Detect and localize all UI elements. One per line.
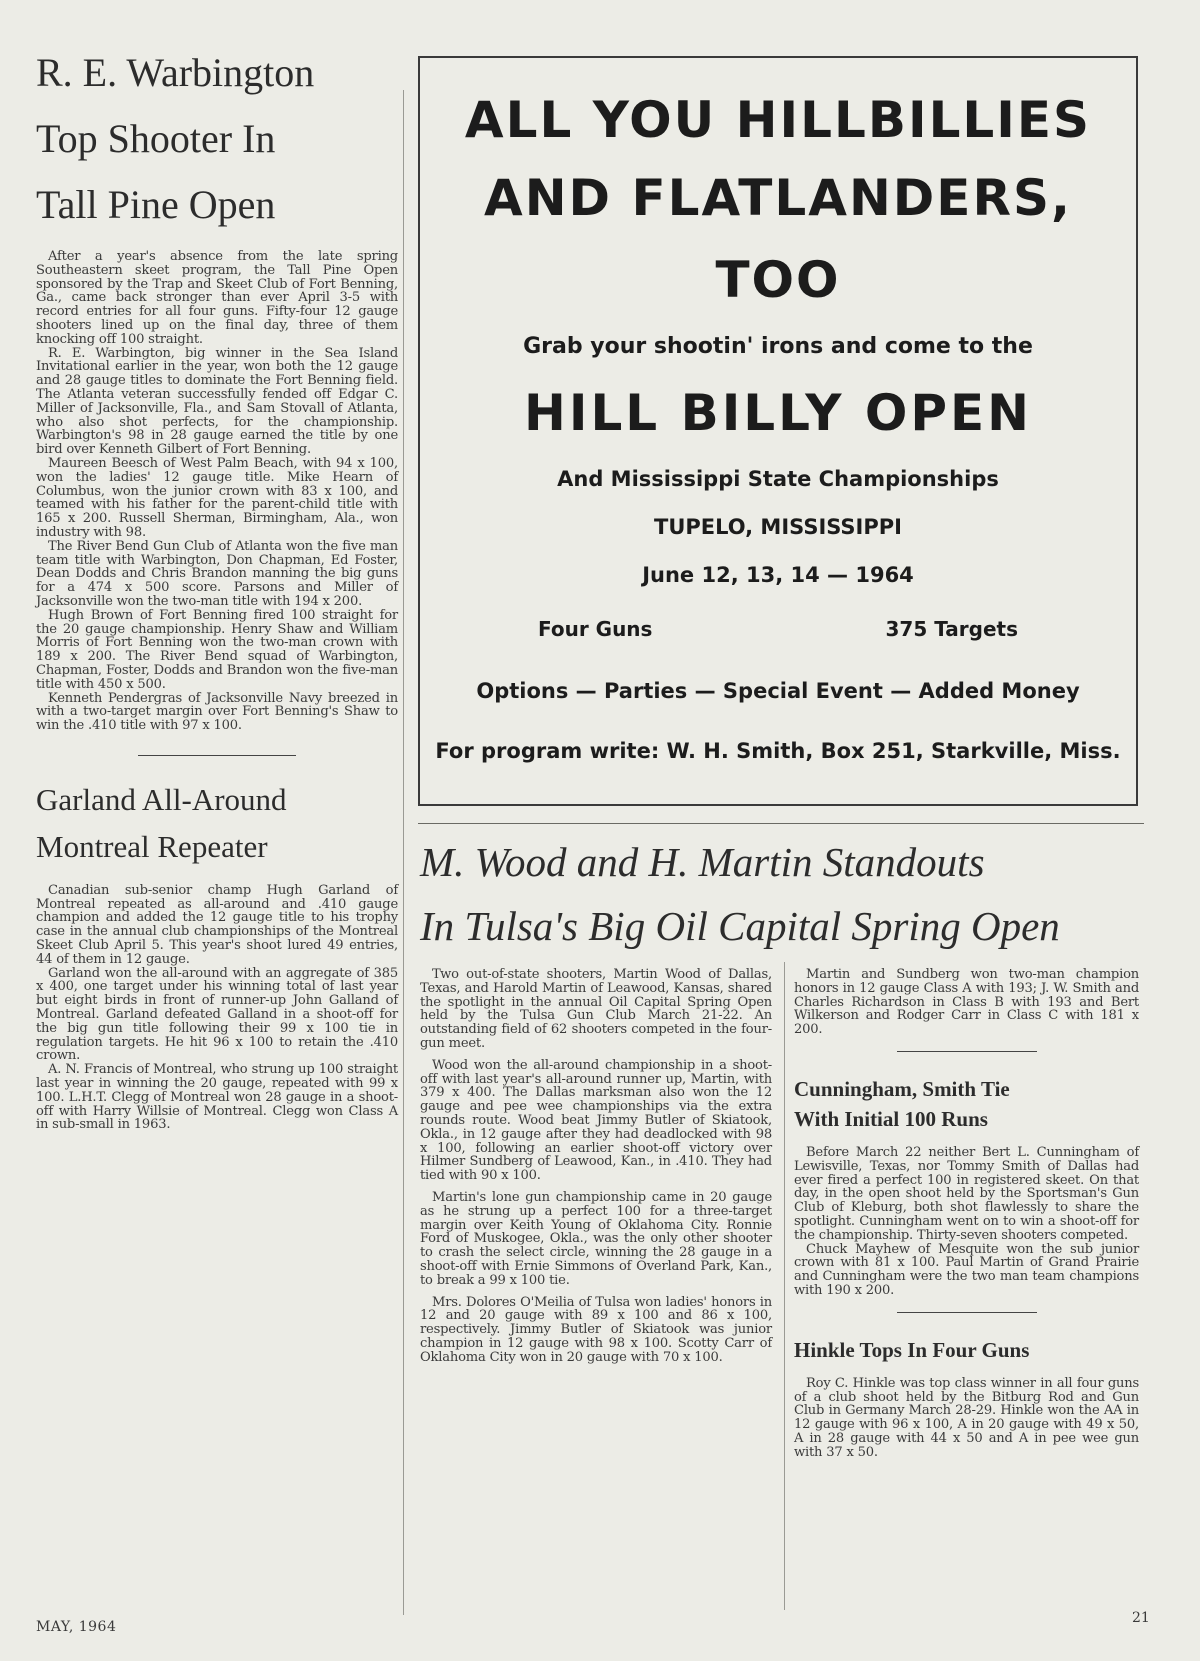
paragraph: A. N. Francis of Montreal, who strung up 100 straight last year in winning the 20 gauge, repeated with 99 x 100. L.H.T. Clegg of Montreal won 28 gauge in a shoot-off with Harry Willsie of Montreal. Clegg won Class A in sub-small in 1963.	[36, 1062, 398, 1133]
issue-date: MAY, 1964	[36, 1619, 117, 1635]
ad-guns: Four Guns	[538, 617, 653, 641]
paragraph: Martin's lone gun championship came in 20 gauge as he strung up a perfect 100 for a three-target margin over Keith Young of Oklahoma City. Ronnie Ford of Muskogee, Okla., was the only other shooter to crash the select circle, winning the 28 gauge in a shoot-off with Ernie Simmons of Overland Park, Kan., to break a 99 x 100 tie.	[420, 1189, 772, 1288]
paragraph: Martin and Sundberg won two-man champion honors in 12 gauge Class A with 193; J. W. Smith and Charles Richardson in Class B with 193 and Bert Wilkerson and Rodger Carr in Class C with 181 x 200.	[794, 967, 1139, 1038]
ad-headline: AND FLATLANDERS,	[484, 169, 1072, 227]
story-tulsa-continued	[794, 968, 1139, 1037]
paragraph: Roy C. Hinkle was top class winner in all four guns of a club shoot held by the Bitburg Rod and Gun Club in Germany March 28-29. Hinkle won the AA in 12 gauge with 96 x 100, A in 20 gauge with 49 x 50, A in 28 gauge with 44 x 50 and A in pee wee gun with 37 x 50.	[794, 1375, 1139, 1460]
section-divider	[897, 1051, 1037, 1052]
ad-tagline: Grab your shootin' irons and come to the	[523, 334, 1033, 359]
story-garland	[36, 884, 398, 1132]
headline-line: Montreal Repeater	[36, 828, 268, 864]
paragraph: Mrs. Dolores O'Meilia of Tulsa won ladies' honors in 12 and 20 gauge with 89 x 100 and 86 x 100, respectively. Jimmy Butler of Skiatook was junior champion in 12 gauge with 98 x 100. Scotty Carr of Oklahoma City won in 20 gauge with 70 x 100.	[420, 1294, 772, 1365]
paragraph: Chuck Mayhew of Mesquite won the sub junior crown with 81 x 100. Paul Martin of Grand Prairie and Cunningham were the two man team champions with 190 x 200.	[794, 1241, 1139, 1298]
ad-headline: ALL YOU HILLBILLIES	[464, 91, 1092, 149]
ad-headline: TOO	[715, 251, 841, 309]
column-rule	[784, 962, 785, 1610]
headline-hinkle: Hinkle Tops In Four Guns	[794, 1337, 1030, 1362]
headline-garland	[36, 776, 398, 870]
headline-warbington	[36, 40, 398, 238]
tulsa-story	[420, 968, 772, 1365]
paragraph: Kenneth Pendergras of Jacksonville Navy breezed in with a two-target margin over Fort Benning's Shaw to win the .410 title with 97 x 100.	[36, 690, 398, 734]
headline-line: Garland All-Around	[36, 781, 287, 817]
page-number: 21	[1132, 1610, 1150, 1626]
ad-event-name: HILL BILLY OPEN	[524, 384, 1032, 442]
paragraph: Hugh Brown of Fort Benning fired 100 straight for the 20 gauge championship. Henry Shaw and William Morris of Fort Benning won the two-man crown with 189 x 200. The River Bend squad of Warbington, Chapman, Foster, Dodds and Brandon won the five-man title with 450 x 500.	[36, 607, 398, 692]
headline-line: Top Shooter In	[36, 116, 276, 161]
ad-details-row	[538, 617, 1018, 641]
paragraph: After a year's absence from the late spring Southeastern skeet program, the Tall Pine Open sponsored by the Trap and Skeet Club of Fort Benning, Ga., came back stronger than ever April 3-5 with record entries for all four guns. Fifty-four 12 gauge shooters lined up on the final day, three of them knocking off 100 straight.	[36, 249, 398, 347]
hill-billy-open-ad	[418, 56, 1138, 806]
ad-targets: 375 Targets	[885, 617, 1018, 641]
paragraph: Garland won the all-around with an aggregate of 385 x 400, one target under his winning total of last year but eight birds in front of runner-up John Galland of Montreal. Garland defeated Galland in a shoot-off for the big gun title following their 99 x 100 tie in regulation targets. He hit 96 x 100 to retain the .410 crown.	[36, 965, 398, 1064]
story-cunningham	[794, 1146, 1139, 1298]
headline-line: M. Wood and H. Martin Standouts	[420, 839, 985, 885]
ad-options: Options — Parties — Special Event — Added Money	[476, 679, 1080, 703]
headline-line: Tall Pine Open	[36, 182, 276, 227]
ad-subtitle: And Mississippi State Championships	[557, 467, 999, 491]
paragraph: Wood won the all-around championship in a shoot-off with last year's all-around runner up, Martin, with 379 x 400. The Dallas marksman also won the 12 gauge and pee wee championships via the extra rounds route. Wood beat Jimmy Butler of Skiatook, Okla., in 12 gauge after they had deadlocked with 98 x 100, following an earlier shoot-off victory over Hilmer Sundberg of Leawood, Kan., in .410. They had tied with 90 x 100.	[420, 1057, 772, 1184]
paragraph: Maureen Beesch of West Palm Beach, with 94 x 100, won the ladies' 12 gauge title. Mike Hearn of Columbus, won the junior crown with 83 x 100, and teamed with his father for the parent-child title with 165 x 200. Russell Sherman, Birmingham, Ala., won industry with 98.	[36, 455, 398, 540]
right-column	[794, 968, 1139, 1460]
headline-line: Cunningham, Smith Tie	[794, 1076, 1010, 1101]
headline-line: With Initial 100 Runs	[794, 1106, 988, 1131]
story-warbington	[36, 250, 398, 733]
paragraph: Canadian sub-senior champ Hugh Garland of Montreal repeated as all-around and .410 gauge champion and added the 12 gauge title to his trophy case in the annual club championships of the Montreal Skeet Club April 5. This year's shoot lured 49 entries, 44 of them in 12 gauge.	[36, 882, 398, 967]
section-divider	[897, 1312, 1037, 1313]
paragraph: The River Bend Gun Club of Atlanta won the five man team title with Warbington, Don Chapman, Ed Foster, Dean Dodds and Chris Brandon manning the big guns for a 474 x 500 score. Parsons and Miller of Jacksonville won the two-man title with 194 x 200.	[36, 538, 398, 609]
left-column	[36, 40, 398, 1132]
section-divider	[138, 755, 296, 756]
headline-line: In Tulsa's Big Oil Capital Spring Open	[420, 903, 1060, 949]
ad-program-address: For program write: W. H. Smith, Box 251, Starkville, Miss.	[435, 739, 1121, 763]
headline-tulsa	[420, 830, 1160, 958]
paragraph: R. E. Warbington, big winner in the Sea Island Invitational earlier in the year, won both the 12 gauge and 28 gauge titles to dominate the Fort Benning field. The Atlanta veteran successfully fended off Edgar C. Miller of Jacksonville, Fla., and Sam Stovall of Atlanta, who also shot perfects, for the championship. Warbington's 98 in 28 gauge earned the title by one bird over Kenneth Gilbert of Fort Benning.	[36, 345, 398, 458]
column-rule	[403, 90, 404, 1615]
headline-cunningham	[794, 1074, 1139, 1134]
paragraph: Two out-of-state shooters, Martin Wood of Dallas, Texas, and Harold Martin of Leawood, Kansas, shared the spotlight in the annual Oil Capital Spring Open held by the Tulsa Gun Club March 21-22. An outstanding field of 62 shooters competed in the four-gun meet.	[420, 967, 772, 1051]
story-tulsa	[420, 968, 772, 1365]
ad-dates: June 12, 13, 14 — 1964	[642, 563, 914, 587]
horizontal-rule	[418, 823, 1144, 824]
story-hinkle	[794, 1377, 1139, 1460]
ad-location: TUPELO, MISSISSIPPI	[654, 515, 902, 539]
headline-line: R. E. Warbington	[36, 50, 315, 95]
paragraph: Before March 22 neither Bert L. Cunningham of Lewisville, Texas, nor Tommy Smith of Dallas had ever fired a perfect 100 in registered skeet. On that day, in the open shoot held by the Sportsman's Gun Club of Kleburg, both shot flawlessly to share the spotlight. Cunningham went on to win a shoot-off for the championship. Thirty-seven shooters competed.	[794, 1144, 1139, 1243]
